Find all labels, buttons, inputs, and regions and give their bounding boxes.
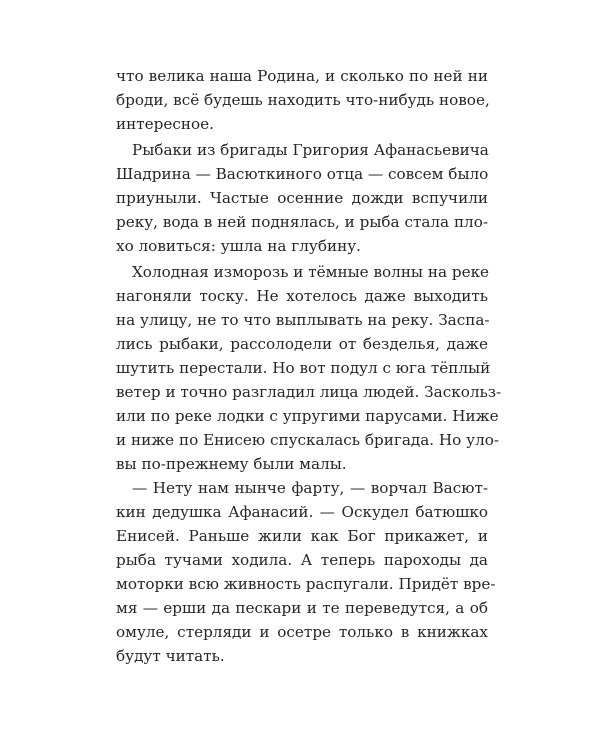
text-line: Енисей. Раньше жили как Бог прикажет, и xyxy=(116,527,488,545)
text-line: Рыбаки из бригады Григория Афанасьевича xyxy=(132,141,489,159)
text-line: на улицу, не то что выплывать на реку. Заспа- xyxy=(116,311,490,329)
text-line: шутить перестали. Но вот подул с юга тёплый xyxy=(116,359,491,377)
text-line: ветер и точно разгладил лица людей. Заскольз- xyxy=(116,383,502,401)
text-line: и ниже по Енисею спускалась бригада. Но уло- xyxy=(116,431,500,449)
text-line: кин дедушка Афанасий. — Оскудел батюшко xyxy=(116,503,488,521)
text-line: что велика наша Родина, и сколько по ней ни xyxy=(116,67,488,85)
text-line: приуныли. Частые осенние дожди вспучили xyxy=(116,189,488,207)
text-line: омуле, стерляди и осетре только в книжках xyxy=(116,623,488,641)
text-line: лись рыбаки, рассолодели от безделья, даже xyxy=(116,335,488,353)
text-line: реку, вода в ней поднялась, и рыба стала пло- xyxy=(116,213,488,231)
text-line: нагоняли тоску. Не хотелось даже выходить xyxy=(116,287,488,305)
text-line: моторки всю живность распугали. Придёт вре- xyxy=(116,575,496,593)
text-line: интересное. xyxy=(116,115,214,133)
text-line: броди, всё будешь находить что-нибудь новое, xyxy=(116,91,490,109)
text-line: вы по-прежнему были малы. xyxy=(116,455,347,473)
text-line: Холодная изморозь и тёмные волны на реке xyxy=(132,263,490,281)
text-line: мя — ерши да пескари и те переведутся, а об xyxy=(116,599,488,617)
text-line: или по реке лодки с упругими парусами. Ниже xyxy=(116,407,499,425)
text-line: хо ловиться: ушла на глубину. xyxy=(116,237,361,255)
text-line: будут читать. xyxy=(116,647,225,665)
text-line: рыба тучами ходила. А теперь пароходы да xyxy=(116,551,488,569)
text-line: — Нету нам нынче фарту, — ворчал Васют- xyxy=(132,479,488,497)
text-line: Шадрина — Васюткиного отца — совсем было xyxy=(116,165,489,183)
